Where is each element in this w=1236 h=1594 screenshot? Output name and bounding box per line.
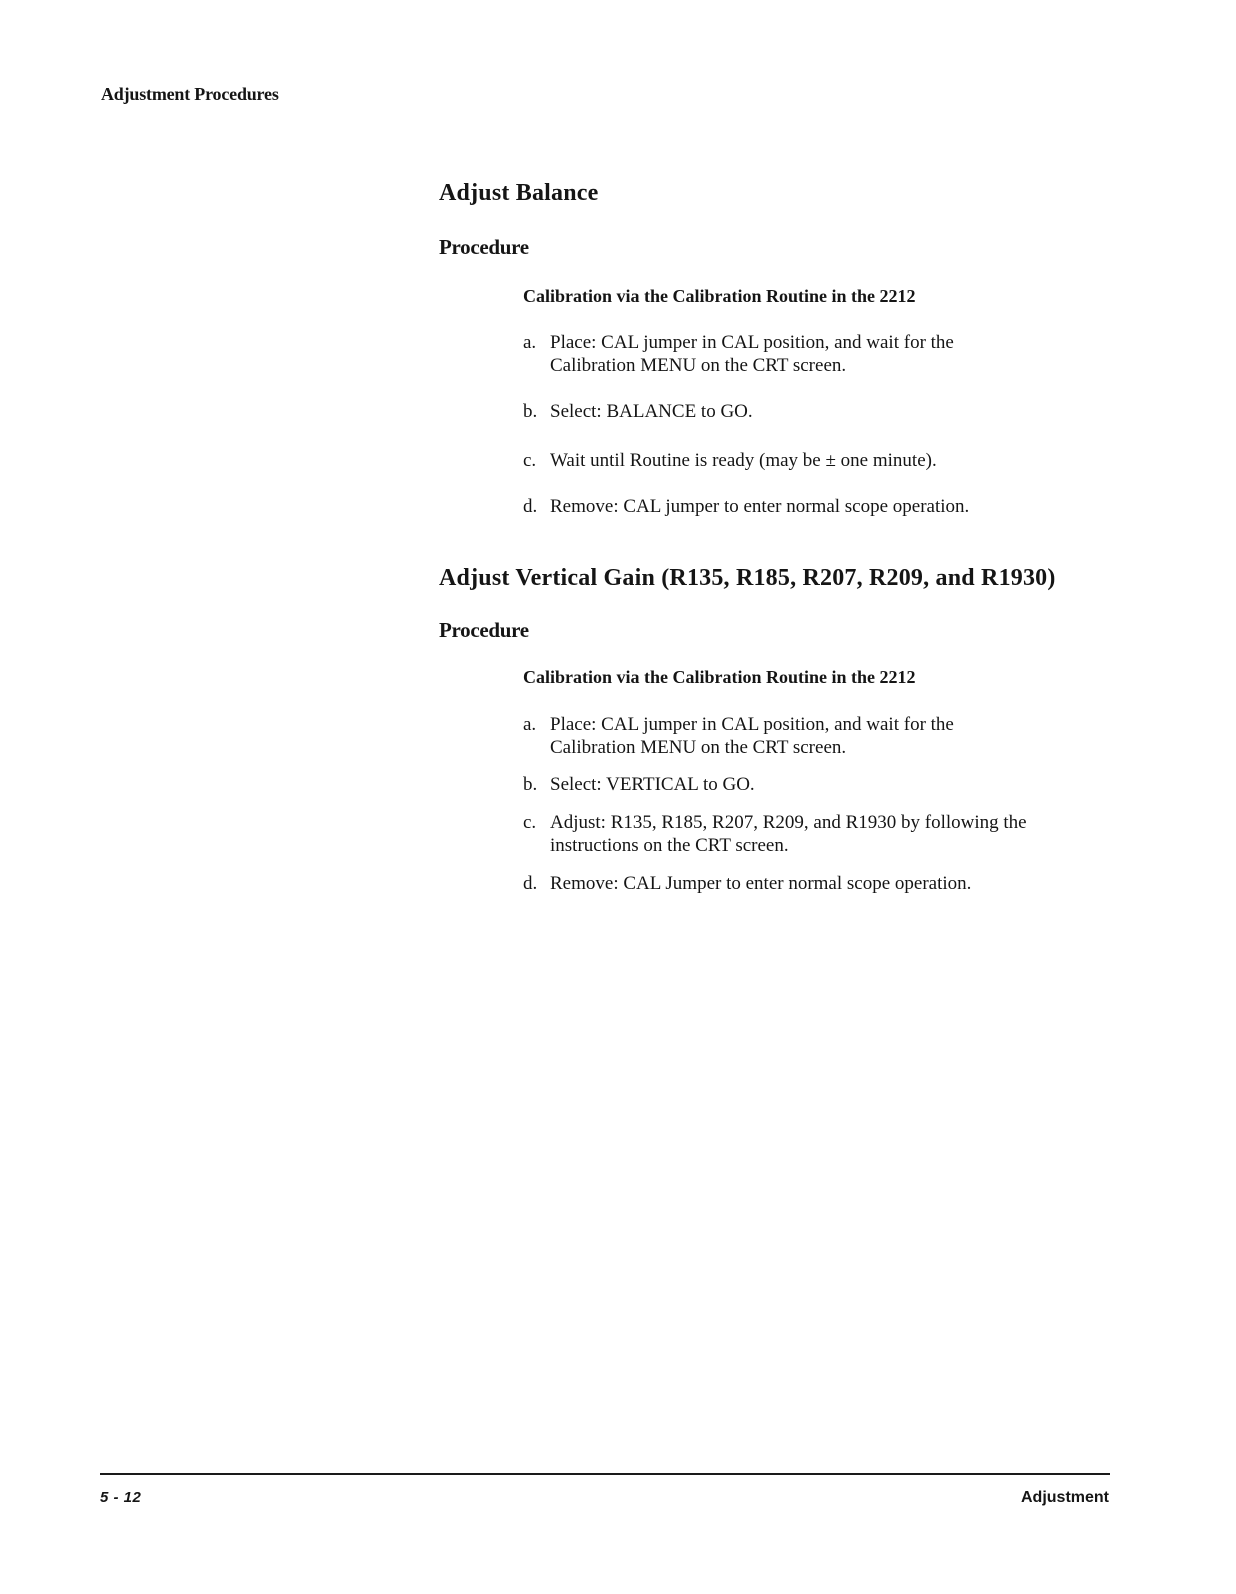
step-letter: d. <box>523 873 538 894</box>
step-item <box>523 331 1113 377</box>
step-text: Select: VERTICAL to GO. <box>550 774 755 795</box>
step-text: Select: BALANCE to GO. <box>550 401 753 422</box>
step-text: Place: CAL jumper in CAL position, and wait for the Calibration MENU on the CRT screen. <box>550 332 954 376</box>
step-item <box>523 773 1113 796</box>
step-item <box>523 872 1113 895</box>
procedure-label: Procedure <box>439 235 529 259</box>
footer-chapter-title: Adjustment <box>1021 1489 1109 1506</box>
procedure-label: Procedure <box>439 618 529 642</box>
page-number: 5 - 12 <box>100 1489 142 1506</box>
calibration-subheading: Calibration via the Calibration Routine in the 2212 <box>523 667 916 687</box>
step-text: Remove: CAL jumper to enter normal scope operation. <box>550 496 970 517</box>
section-heading-vertical-gain: Adjust Vertical Gain (R135, R185, R207, R209, and R1930) <box>439 565 1056 591</box>
step-letter: a. <box>523 332 537 353</box>
step-letter: c. <box>523 812 537 833</box>
step-text: Remove: CAL Jumper to enter normal scope operation. <box>550 873 972 894</box>
step-item <box>523 400 1113 423</box>
step-text: Adjust: R135, R185, R207, R209, and R1930 by following the instructions on the CRT screen. <box>550 812 1027 856</box>
running-header: Adjustment Procedures <box>101 84 279 104</box>
step-letter: c. <box>523 450 537 471</box>
step-item <box>523 495 1113 518</box>
step-letter: b. <box>523 774 538 795</box>
step-item <box>523 713 1113 759</box>
footer-rule <box>100 1473 1110 1475</box>
calibration-subheading: Calibration via the Calibration Routine in the 2212 <box>523 286 916 306</box>
step-text: Wait until Routine is ready (may be ± one minute). <box>550 450 937 471</box>
step-letter: b. <box>523 401 538 422</box>
step-item <box>523 811 1113 857</box>
section-heading-balance: Adjust Balance <box>439 180 599 206</box>
step-letter: d. <box>523 496 538 517</box>
step-letter: a. <box>523 714 537 735</box>
step-text: Place: CAL jumper in CAL position, and wait for the Calibration MENU on the CRT screen. <box>550 714 954 758</box>
step-item <box>523 449 1113 472</box>
